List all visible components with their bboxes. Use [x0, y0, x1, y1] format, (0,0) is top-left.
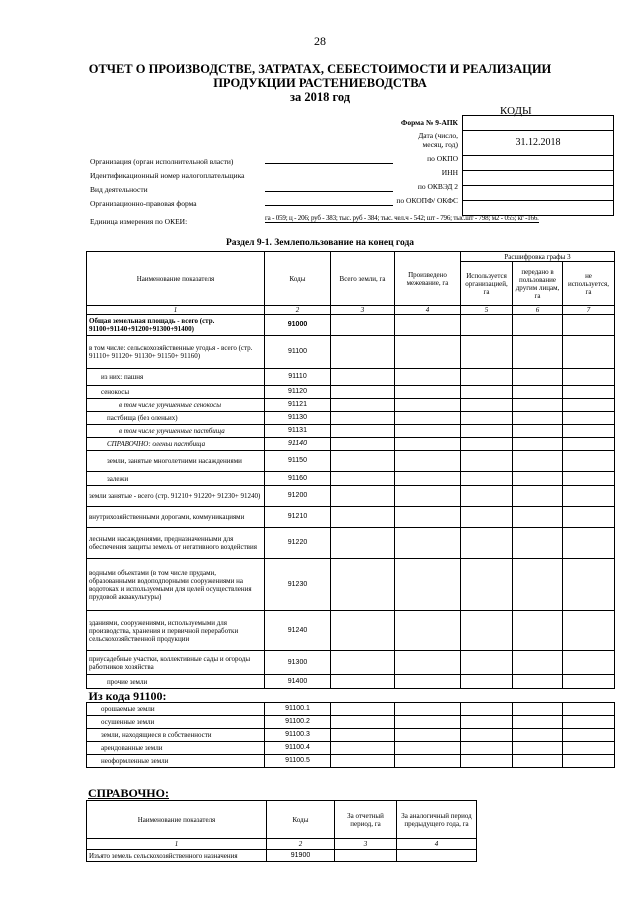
th-breakdown: Расшифровка графы 3 [461, 252, 615, 262]
th-name: Наименование показателя [87, 252, 265, 306]
table-row [87, 451, 615, 472]
cell-input[interactable] [563, 451, 615, 472]
th-transferred: передано в пользование другим лицам, га [513, 262, 563, 306]
cell-input[interactable] [331, 386, 395, 399]
table-row [87, 703, 615, 716]
table-row [87, 729, 615, 742]
cell-input[interactable] [513, 369, 563, 386]
cell-input[interactable] [513, 315, 563, 336]
row-name: залежи [87, 472, 265, 486]
cell-input[interactable] [563, 425, 615, 438]
cell-input[interactable] [563, 399, 615, 412]
row-name: прочие земли [87, 675, 265, 689]
cell-input[interactable] [395, 507, 461, 528]
row-code: 91140 [265, 438, 331, 451]
from-code-row [87, 689, 615, 703]
date-label-2: месяц, год) [422, 140, 458, 149]
row-code: 91100.1 [265, 703, 331, 716]
cell-input[interactable] [461, 486, 513, 507]
row-code: 91400 [265, 675, 331, 689]
inn-label: ИНН [441, 168, 458, 177]
legal-form-label: Организационно-правовая форма [90, 199, 197, 208]
code-inn[interactable] [463, 171, 613, 186]
cell-input[interactable] [331, 486, 395, 507]
row-name: в том числе: сельскохозяйственные угодья - всего (стр. 91110+ 91120+ 91130+ 91150+ 91160) [87, 336, 265, 369]
cell-input[interactable] [513, 703, 563, 716]
cell-input[interactable] [331, 611, 395, 651]
cell-input[interactable] [395, 486, 461, 507]
cell-input[interactable] [461, 472, 513, 486]
cell-input[interactable] [513, 559, 563, 611]
cell-input[interactable] [563, 755, 615, 768]
cell-input[interactable] [513, 386, 563, 399]
row-name: неоформленные земли [87, 755, 265, 768]
col-num-7: 7 [563, 306, 615, 315]
ref-row-code: 91900 [267, 850, 335, 862]
org-field[interactable] [265, 163, 393, 164]
row-name: пастбища (без оленьих) [87, 412, 265, 425]
cell-input[interactable] [513, 451, 563, 472]
cell-input[interactable] [331, 528, 395, 559]
section-title: Раздел 9-1. Землепользование на конец года [225, 238, 415, 248]
cell-input[interactable] [395, 451, 461, 472]
row-code: 91100.5 [265, 755, 331, 768]
row-name: СПРАВОЧНО: оленьи пастбища [87, 438, 265, 451]
cell-input[interactable] [395, 729, 461, 742]
date-label-1: Дата (число, [418, 131, 458, 140]
reference-table [86, 800, 477, 862]
cell-input[interactable] [331, 559, 395, 611]
code-okpo[interactable] [463, 156, 613, 171]
col-num-3: 3 [331, 306, 395, 315]
table-row [87, 486, 615, 507]
ref-th-previous: За аналогичный период предыдущего года, га [397, 801, 477, 839]
cell-input[interactable] [513, 412, 563, 425]
cell-input[interactable] [331, 438, 395, 451]
table-row [87, 399, 615, 412]
cell-input[interactable] [563, 315, 615, 336]
table-row [87, 507, 615, 528]
table-row [87, 559, 615, 611]
cell-input[interactable] [563, 703, 615, 716]
title-line-1: ОТЧЕТ О ПРОИЗВОДСТВЕ, ЗАТРАТАХ, СЕБЕСТОИМОСТИ И РЕАЛИЗАЦИИ [88, 62, 552, 76]
col-num-6: 6 [513, 306, 563, 315]
cell-input[interactable] [563, 559, 615, 611]
row-name: лесными насаждениями, предназначенными для обеспечения защиты земель от негативного воздействия [87, 528, 265, 559]
okpo-label: по ОКПО [427, 154, 458, 163]
row-code: 91131 [265, 425, 331, 438]
cell-input[interactable] [395, 386, 461, 399]
legal-form-field[interactable] [265, 205, 393, 206]
cell-input[interactable] [461, 425, 513, 438]
table-row [87, 425, 615, 438]
table-row [87, 651, 615, 675]
cell-input[interactable] [513, 336, 563, 369]
row-name: земли занятые - всего (стр. 91210+ 91220+ 91230+ 91240) [87, 486, 265, 507]
cell-input[interactable] [563, 438, 615, 451]
cell-input[interactable] [395, 472, 461, 486]
cell-input[interactable] [395, 651, 461, 675]
cell-input[interactable] [513, 472, 563, 486]
page-number: 28 [314, 34, 326, 48]
cell-input[interactable] [461, 755, 513, 768]
cell-input[interactable] [563, 675, 615, 689]
cell-input[interactable] [331, 472, 395, 486]
code-okved[interactable] [463, 186, 613, 201]
row-name: приусадебные участки, коллективные сады и огороды работников хозяйства [87, 651, 265, 675]
cell-input[interactable] [331, 729, 395, 742]
th-unused: не используется, га [563, 262, 615, 306]
cell-input[interactable] [331, 315, 395, 336]
cell-input[interactable] [331, 742, 395, 755]
cell-input[interactable] [331, 451, 395, 472]
row-code: 91120 [265, 386, 331, 399]
cell-input[interactable] [461, 386, 513, 399]
cell-input[interactable] [331, 336, 395, 369]
table-row [87, 528, 615, 559]
from-code-title: Из кода 91100: [87, 689, 615, 703]
cell-input[interactable] [513, 486, 563, 507]
cell-input[interactable] [395, 315, 461, 336]
cell-input[interactable] [461, 729, 513, 742]
cell-input[interactable] [513, 742, 563, 755]
row-name: Общая земельная площадь - всего (стр. 91100+91140+91200+91300+91400) [87, 315, 265, 336]
row-code: 91100.2 [265, 716, 331, 729]
table-row [87, 850, 477, 862]
land-use-table [86, 251, 615, 768]
row-name: в том числе улучшенные сенокосы [87, 399, 265, 412]
cell-input[interactable] [461, 315, 513, 336]
cell-input[interactable] [461, 399, 513, 412]
cell-input[interactable] [395, 716, 461, 729]
cell-input[interactable] [461, 742, 513, 755]
row-name: земли, находящиеся в собственности [87, 729, 265, 742]
cell-input[interactable] [331, 703, 395, 716]
inn-left-label: Идентификационный номер налогоплательщика [90, 171, 245, 180]
report-title [60, 62, 580, 104]
cell-input[interactable] [461, 559, 513, 611]
codes-box [462, 115, 614, 216]
cell-input[interactable] [513, 729, 563, 742]
cell-input[interactable] [395, 703, 461, 716]
cell-input[interactable] [461, 651, 513, 675]
codes-header: КОДЫ [500, 105, 532, 117]
row-code: 91230 [265, 559, 331, 611]
row-code: 91100 [265, 336, 331, 369]
table-row [87, 611, 615, 651]
th-survey: Произведено межевание, га [395, 252, 461, 306]
cell-input[interactable] [513, 675, 563, 689]
cell-input[interactable] [397, 850, 477, 862]
row-code: 91300 [265, 651, 331, 675]
row-code: 91150 [265, 451, 331, 472]
cell-input[interactable] [461, 507, 513, 528]
cell-input[interactable] [563, 507, 615, 528]
ref-th-codes: Коды [267, 801, 335, 839]
cell-input[interactable] [563, 472, 615, 486]
row-name: в том числе улучшенные пастбища [87, 425, 265, 438]
reference-title: СПРАВОЧНО: [88, 786, 169, 800]
row-code: 91100.4 [265, 742, 331, 755]
row-code: 91200 [265, 486, 331, 507]
cell-input[interactable] [335, 850, 397, 862]
row-name: зданиями, сооружениями, используемыми для производства, хранения и первичной переработки сельскохозяйственной продукции [87, 611, 265, 651]
ref-row-name: Изъято земель сельскохозяйственного назначения [87, 850, 267, 862]
cell-input[interactable] [395, 399, 461, 412]
cell-input[interactable] [461, 703, 513, 716]
cell-input[interactable] [563, 611, 615, 651]
row-code: 91100.3 [265, 729, 331, 742]
cell-input[interactable] [513, 438, 563, 451]
cell-input[interactable] [461, 716, 513, 729]
units-label: Единица измерения по ОКЕИ: [90, 217, 188, 226]
cell-input[interactable] [395, 611, 461, 651]
cell-input[interactable] [563, 528, 615, 559]
table-row [87, 438, 615, 451]
cell-input[interactable] [513, 651, 563, 675]
row-name: внутрихозяйственными дорогами, коммуникациями [87, 507, 265, 528]
row-code: 91220 [265, 528, 331, 559]
cell-input[interactable] [513, 528, 563, 559]
cell-input[interactable] [395, 412, 461, 425]
org-label: Организация (орган исполнительной власти) [90, 157, 234, 166]
ref-col-num-1: 1 [87, 839, 267, 850]
row-code: 91160 [265, 472, 331, 486]
row-code: 91210 [265, 507, 331, 528]
units-value: га - 059; ц - 206; руб - 383; тыс. руб - 384; тыс. чел.ч - 542; шт - 796; тыс.шт - 798; м2 - 055; кг -166. [265, 214, 539, 222]
row-code: 91000 [265, 315, 331, 336]
row-name: из них: пашня [87, 369, 265, 386]
cell-input[interactable] [331, 425, 395, 438]
cell-input[interactable] [563, 729, 615, 742]
okopf-label: по ОКОПФ/ ОКФС [396, 196, 458, 205]
cell-input[interactable] [331, 507, 395, 528]
table-row [87, 369, 615, 386]
cell-input[interactable] [395, 675, 461, 689]
cell-input[interactable] [563, 369, 615, 386]
cell-input[interactable] [563, 336, 615, 369]
th-used: Используется организацией, га [461, 262, 513, 306]
code-form[interactable] [463, 116, 613, 131]
th-codes: Коды [265, 252, 331, 306]
cell-input[interactable] [563, 386, 615, 399]
activity-field[interactable] [265, 191, 393, 192]
cell-input[interactable] [331, 412, 395, 425]
cell-input[interactable] [331, 399, 395, 412]
cell-input[interactable] [563, 412, 615, 425]
cell-input[interactable] [461, 675, 513, 689]
cell-input[interactable] [461, 369, 513, 386]
cell-input[interactable] [513, 716, 563, 729]
col-num-2: 2 [265, 306, 331, 315]
ref-col-num-2: 2 [267, 839, 335, 850]
table-row [87, 315, 615, 336]
cell-input[interactable] [331, 755, 395, 768]
cell-input[interactable] [395, 742, 461, 755]
cell-input[interactable] [395, 559, 461, 611]
cell-input[interactable] [563, 486, 615, 507]
cell-input[interactable] [513, 507, 563, 528]
cell-input[interactable] [513, 399, 563, 412]
cell-input[interactable] [461, 412, 513, 425]
ref-th-name: Наименование показателя [87, 801, 267, 839]
col-num-5: 5 [461, 306, 513, 315]
cell-input[interactable] [563, 716, 615, 729]
th-total: Всего земли, га [331, 252, 395, 306]
table-row [87, 336, 615, 369]
row-code: 91121 [265, 399, 331, 412]
table-row [87, 412, 615, 425]
row-code: 91110 [265, 369, 331, 386]
cell-input[interactable] [331, 369, 395, 386]
title-line-2: ПРОДУКЦИИ РАСТЕНИЕВОДСТВА [213, 76, 427, 90]
table-row [87, 386, 615, 399]
ref-th-current: За отчетный период, га [335, 801, 397, 839]
row-name: сенокосы [87, 386, 265, 399]
row-code: 91240 [265, 611, 331, 651]
cell-input[interactable] [331, 716, 395, 729]
row-name: орошаемые земли [87, 703, 265, 716]
cell-input[interactable] [395, 528, 461, 559]
table-row [87, 716, 615, 729]
cell-input[interactable] [331, 651, 395, 675]
cell-input[interactable] [513, 611, 563, 651]
cell-input[interactable] [395, 336, 461, 369]
row-code: 91130 [265, 412, 331, 425]
cell-input[interactable] [461, 336, 513, 369]
cell-input[interactable] [461, 528, 513, 559]
cell-input[interactable] [395, 425, 461, 438]
cell-input[interactable] [461, 451, 513, 472]
cell-input[interactable] [461, 438, 513, 451]
cell-input[interactable] [461, 611, 513, 651]
cell-input[interactable] [563, 742, 615, 755]
col-num-4: 4 [395, 306, 461, 315]
table-row [87, 675, 615, 689]
code-date[interactable]: 31.12.2018 [463, 131, 613, 156]
row-name: водными объектами (в том числе прудами, образованными водоподпорными сооружениями на водотоках и используемыми для целей осуществления прудовой аквакультуры) [87, 559, 265, 611]
col-num-1: 1 [87, 306, 265, 315]
cell-input[interactable] [513, 425, 563, 438]
cell-input[interactable] [395, 755, 461, 768]
table-row [87, 755, 615, 768]
table-row [87, 472, 615, 486]
table-row [87, 742, 615, 755]
row-name: земли, занятые многолетними насаждениями [87, 451, 265, 472]
cell-input[interactable] [331, 675, 395, 689]
cell-input[interactable] [395, 438, 461, 451]
ref-col-num-3: 3 [335, 839, 397, 850]
form-label: Форма № 9-АПК [400, 118, 458, 127]
cell-input[interactable] [395, 369, 461, 386]
activity-label: Вид деятельности [90, 185, 148, 194]
title-line-3: за 2018 год [289, 90, 351, 104]
cell-input[interactable] [563, 651, 615, 675]
ref-col-num-4: 4 [397, 839, 477, 850]
row-name: осушенные земли [87, 716, 265, 729]
cell-input[interactable] [513, 755, 563, 768]
okved-label: по ОКВЭД 2 [417, 182, 458, 191]
row-name: арендованные земли [87, 742, 265, 755]
